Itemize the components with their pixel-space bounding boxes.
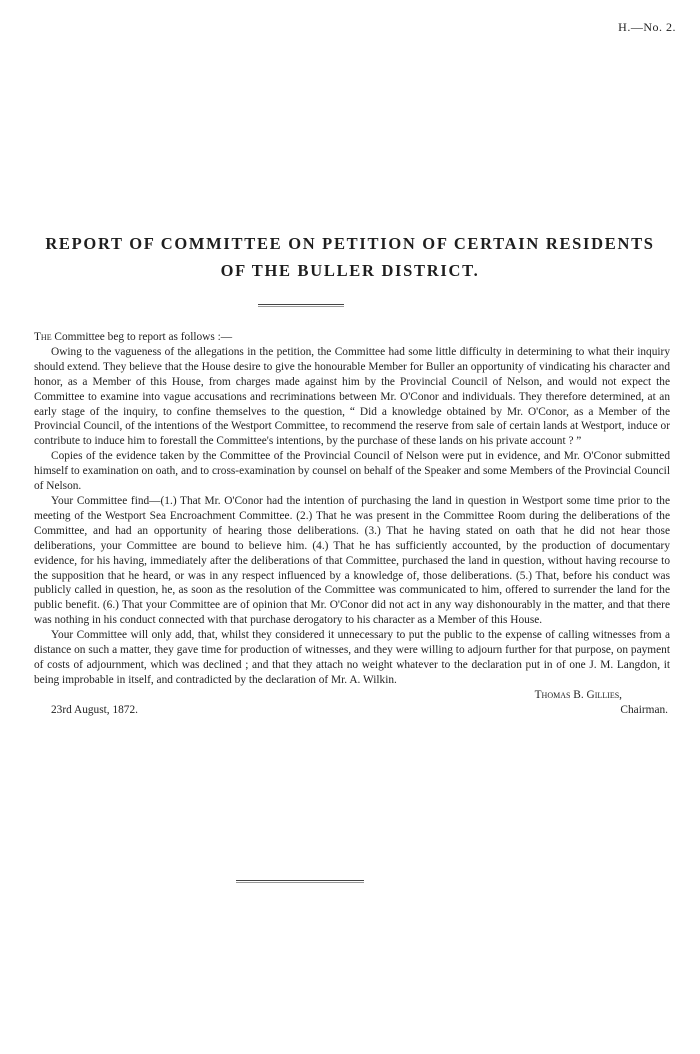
report-title xyxy=(0,230,700,284)
paragraph-evidence: Copies of the evidence taken by the Committee of the Provincial Council of Nelson were put in evidence, and Mr. O'Conor submitted himself to examination on oath, and to cross-examination by counsel on behalf of the Speaker and some Members of the Provincial Council of Nelson. xyxy=(34,450,670,493)
signatory-name xyxy=(34,688,670,703)
intro-lead-word: The xyxy=(34,331,52,343)
paragraph-closing: Your Committee will only add, that, whilst they considered it unnecessary to put the public to the expense of calling witnesses from a distance on such a matter, they gave time for production of witnesses, and they were willing to adjourn further for that purpose, on payment of costs of adjournment, which was declined ; and that they attach no weight whatever to the declaration put in of one J. M. Langdon, it being improbable in itself, and contradicted by the declaration of Mr. A. Wilkin. xyxy=(34,629,670,686)
intro-rest: Committee beg to report as follows :— xyxy=(51,331,233,343)
report-title-line-1: REPORT OF COMMITTEE ON PETITION OF CERTAIN RESIDENTS xyxy=(45,234,655,253)
signatory-role: Chairman. xyxy=(620,703,668,716)
page-reference: H.—No. 2. xyxy=(618,20,676,34)
paragraph-scope: Owing to the vagueness of the allegations in the petition, the Committee had some little difficulty in determining to what their inquiry should extend. They believe that the House desire to give the honourable Member for Buller an opportunity of vindicating his character and honor, as a Member of this House, from charges made against him by the Provincial Council of Nelson, and would not expect the Committee to examine into vague accusations and recriminations between Mr. O'Conor and individuals. They therefore determined, at an early stage of the inquiry, to confine themselves to the question, “ Did a knowledge obtained by Mr. O'Conor, as a Member of the Provincial Council, of the intentions of the Westport Committee, to recommend the reserve from sale of certain lands at Westport, induce or contribute to induce him to forestall the Committee's intentions, by the purchase of these lands on his private account ? ” xyxy=(34,345,670,448)
report-title-line-2: OF THE BULLER DISTRICT. xyxy=(220,261,480,280)
title-divider xyxy=(258,304,344,307)
report-body xyxy=(34,330,670,718)
report-date: 23rd August, 1872. xyxy=(51,703,138,716)
date-role-row xyxy=(34,703,670,718)
paragraph-findings: Your Committee find—(1.) That Mr. O'Conor had the intention of purchasing the land in question in Westport some time prior to the meeting of the Westport Sea Encroachment Committee. (2.) That he was present in the Committee Room during the deliberations of the Committee, and had an opportunity of hearing those deliberations. (3.) That he having stated on oath that he did not hear those deliberations, your Committee are bound to believe him. (4.) That he has sufficiently accounted, by the production of documentary evidence, for his having, immediately after the deliberations of that Committee, purchased the land in question, without having recourse to the supposition that he heard, or was in any respect influenced by a knowledge of, those deliberations. (5.) That, before his conduct was publicly called in question, he, as soon as the resolution of the Committee was communicated to him, offered to surrender the land for the public benefit. (6.) That your Committee are of opinion that Mr. O'Conor did not act in any way dishonourably in the matter, and that there was nothing in his conduct connected with that purchase derogatory to his character as a Member of this House. xyxy=(34,494,670,627)
end-divider xyxy=(236,880,364,883)
signatory-name-text: Thomas B. Gillies, xyxy=(534,688,622,701)
intro-line xyxy=(34,330,670,345)
